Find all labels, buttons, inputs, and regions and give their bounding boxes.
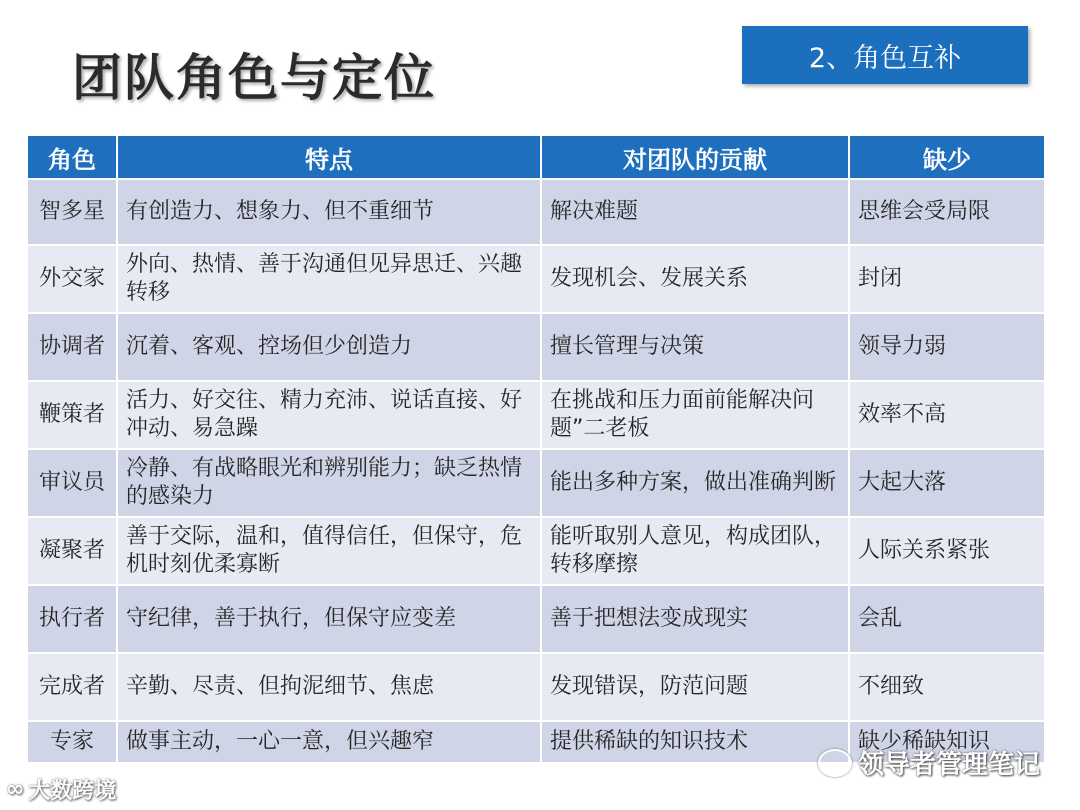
watermark-left bbox=[6, 774, 116, 805]
role-cell: 智多星 bbox=[27, 179, 117, 245]
contribution-cell: 在挑战和压力面前能解决问题”二老板 bbox=[541, 381, 849, 449]
table-row bbox=[27, 449, 1045, 517]
logo-icon: ∞ bbox=[6, 777, 25, 802]
traits-cell: 有创造力、想象力、但不重细节 bbox=[117, 179, 541, 245]
table-row bbox=[27, 517, 1045, 585]
roles-table bbox=[26, 134, 1046, 764]
table-header-row bbox=[27, 135, 1045, 179]
weakness-cell: 缺少稀缺知识 bbox=[849, 721, 1045, 763]
watermark-right-text: 领导者管理笔记 bbox=[858, 750, 1041, 780]
role-cell: 外交家 bbox=[27, 245, 117, 313]
role-cell: 专家 bbox=[27, 721, 117, 763]
wechat-icon bbox=[818, 749, 852, 777]
role-cell: 审议员 bbox=[27, 449, 117, 517]
role-cell: 协调者 bbox=[27, 313, 117, 381]
traits-cell: 沉着、客观、控场但少创造力 bbox=[117, 313, 541, 381]
header-weakness: 缺少 bbox=[849, 135, 1045, 179]
traits-cell: 善于交际，温和，值得信任，但保守，危机时刻优柔寡断 bbox=[117, 517, 541, 585]
traits-cell: 外向、热情、善于沟通但见异思迁、兴趣转移 bbox=[117, 245, 541, 313]
table-row bbox=[27, 179, 1045, 245]
section-tag: 2、角色互补 bbox=[742, 26, 1028, 84]
contribution-cell: 能听取别人意见，构成团队，转移摩擦 bbox=[541, 517, 849, 585]
weakness-cell: 封闭 bbox=[849, 245, 1045, 313]
contribution-cell: 擅长管理与决策 bbox=[541, 313, 849, 381]
contribution-cell: 发现机会、发展关系 bbox=[541, 245, 849, 313]
traits-cell: 做事主动，一心一意，但兴趣窄 bbox=[117, 721, 541, 763]
weakness-cell: 大起大落 bbox=[849, 449, 1045, 517]
traits-cell: 冷静、有战略眼光和辨别能力；缺乏热情的感染力 bbox=[117, 449, 541, 517]
weakness-cell: 领导力弱 bbox=[849, 313, 1045, 381]
role-cell: 鞭策者 bbox=[27, 381, 117, 449]
contribution-cell: 善于把想法变成现实 bbox=[541, 585, 849, 653]
contribution-cell: 解决难题 bbox=[541, 179, 849, 245]
watermark-left-text: 大数跨境 bbox=[28, 779, 117, 804]
role-cell: 凝聚者 bbox=[27, 517, 117, 585]
table-row bbox=[27, 381, 1045, 449]
weakness-cell: 思维会受局限 bbox=[849, 179, 1045, 245]
traits-cell: 辛勤、尽责、但拘泥细节、焦虑 bbox=[117, 653, 541, 721]
header-contribution: 对团队的贡献 bbox=[541, 135, 849, 179]
weakness-cell: 效率不高 bbox=[849, 381, 1045, 449]
table-row bbox=[27, 653, 1045, 721]
weakness-cell: 不细致 bbox=[849, 653, 1045, 721]
table-row bbox=[27, 245, 1045, 313]
header-role: 角色 bbox=[27, 135, 117, 179]
header-traits: 特点 bbox=[117, 135, 541, 179]
role-cell: 执行者 bbox=[27, 585, 117, 653]
contribution-cell: 提供稀缺的知识技术 bbox=[541, 721, 849, 763]
table-row bbox=[27, 313, 1045, 381]
weakness-cell: 人际关系紧张 bbox=[849, 517, 1045, 585]
traits-cell: 守纪律，善于执行，但保守应变差 bbox=[117, 585, 541, 653]
traits-cell: 活力、好交往、精力充沛、说话直接、好冲动、易急躁 bbox=[117, 381, 541, 449]
page-title: 团队角色与定位 bbox=[72, 49, 436, 107]
watermark-right bbox=[818, 744, 1040, 781]
contribution-cell: 能出多种方案，做出准确判断 bbox=[541, 449, 849, 517]
contribution-cell: 发现错误，防范问题 bbox=[541, 653, 849, 721]
role-cell: 完成者 bbox=[27, 653, 117, 721]
table-row bbox=[27, 585, 1045, 653]
weakness-cell: 会乱 bbox=[849, 585, 1045, 653]
